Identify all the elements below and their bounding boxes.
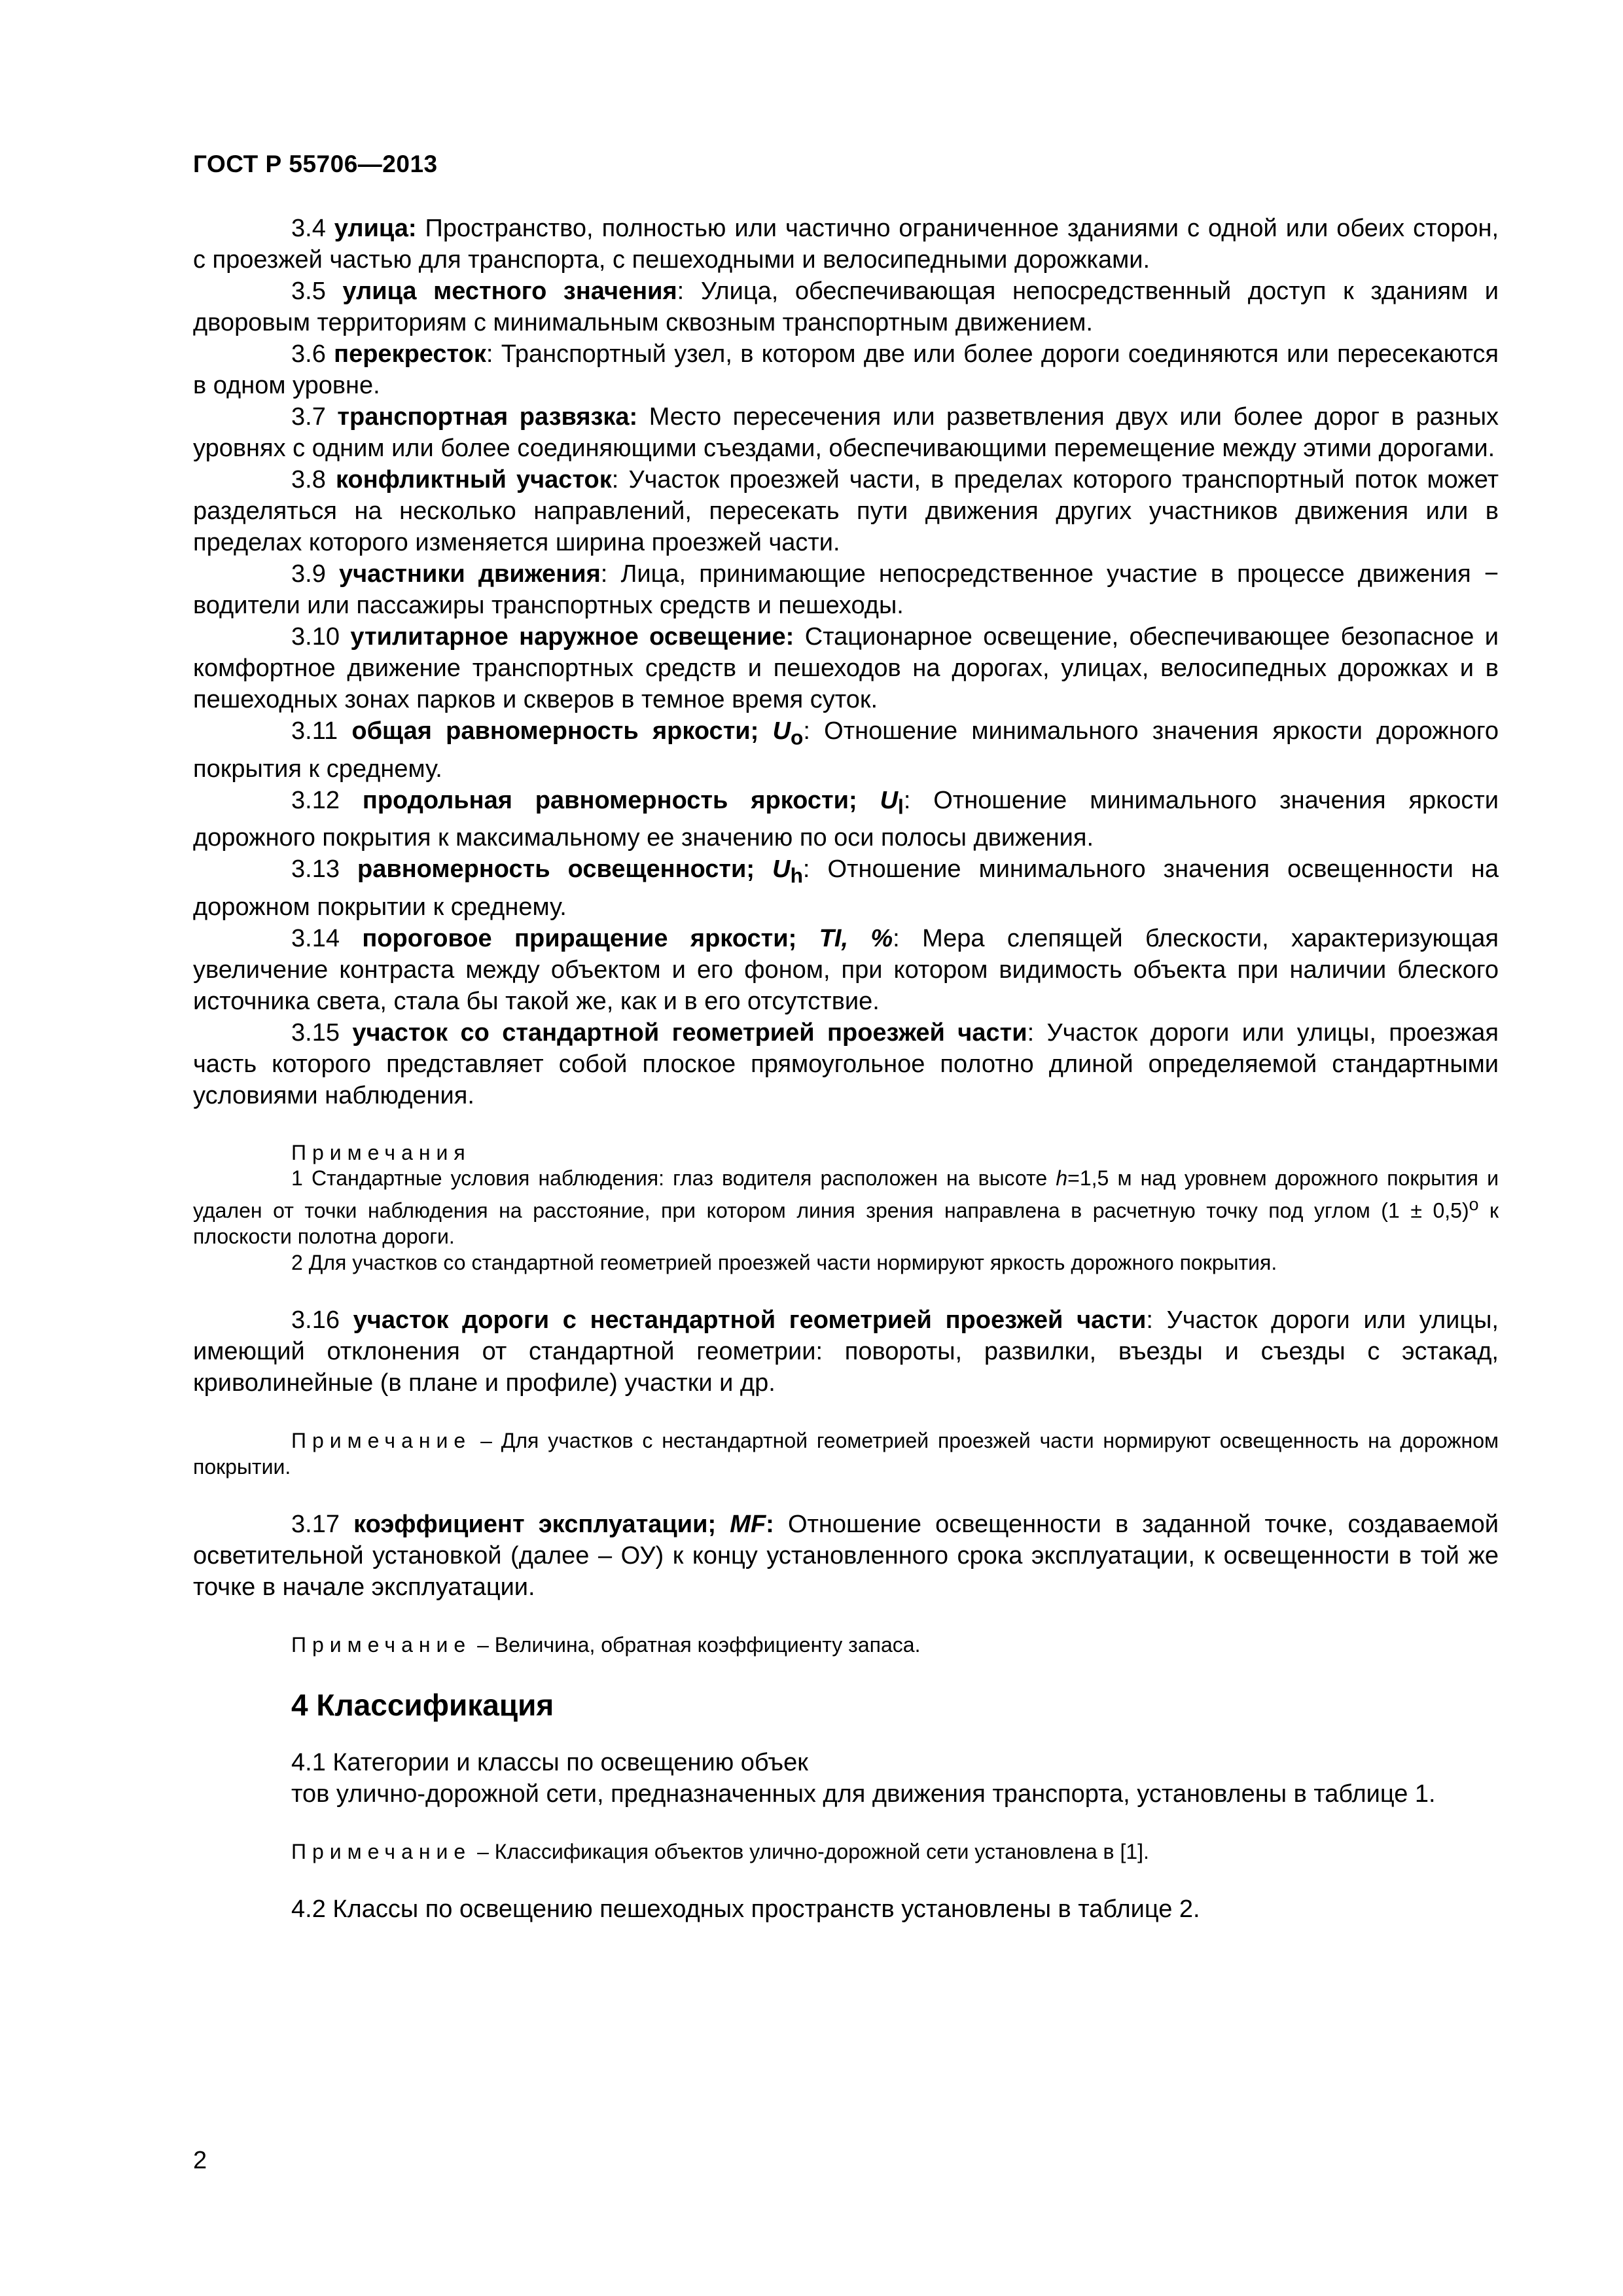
term-name: транспортная развязка: <box>337 403 638 431</box>
term-definition: : Улица, обеспечивающая непосредственный доступ к зданиям и дворовым территориям с минимальным сквозным транспортным движением. <box>193 278 1499 336</box>
term-3-7 <box>193 401 1499 464</box>
section-heading: 4 Классификация <box>291 1688 554 1723</box>
note-label: Примечание <box>291 1633 472 1657</box>
term-symbol-subscript: h <box>790 863 803 888</box>
term-symbol: MF <box>730 1511 766 1539</box>
term-name: продольная равномерность яркости; <box>362 786 857 814</box>
term-3-9 <box>193 558 1499 621</box>
term-symbol-subscript: o <box>791 725 804 749</box>
term-number: 3.4 <box>291 215 326 242</box>
note-text: к плоскости полотна дороги. <box>193 1198 1499 1249</box>
term-number: 3.15 <box>291 1018 340 1047</box>
term-name: участники движения <box>338 560 601 588</box>
note-text: – Классификация объектов улично-дорожной сети установлена в [1]. <box>471 1840 1149 1864</box>
term-name: общая равномерность яркости; <box>351 717 759 745</box>
term-name: улица: <box>334 215 417 242</box>
term-name: улица местного значения <box>342 278 677 305</box>
notes-block-3 <box>193 1632 1499 1658</box>
term-number: 3.17 <box>291 1511 340 1539</box>
paragraph-4-1-a: 4.1 Категории и классы по освещению объек <box>291 1749 808 1777</box>
term-symbol-subscript: l <box>898 795 904 819</box>
notes-block-1 <box>193 1140 1499 1276</box>
document-body <box>193 213 1499 1925</box>
note-1 <box>193 1165 1499 1250</box>
term-definition: : Транспортный узел, в котором две или более дороги соединяются или пересекаются в одном уровне. <box>193 340 1499 399</box>
term-definition: : Участок проезжей части, в пределах которого транспортный поток может разделяться на несколько направлений, пересекать пути движения других участников движения или в пределах которого изменяется ширина проезжей части. <box>193 466 1499 556</box>
term-number: 3.10 <box>291 623 340 651</box>
term-definition: : Отношение минимального значения освещенности на дорожном покрытии к среднему. <box>193 855 1499 921</box>
term-symbol: U <box>880 786 899 814</box>
term-3-16 <box>193 1304 1499 1399</box>
note-single <box>193 1427 1499 1480</box>
term-3-13 <box>193 853 1499 923</box>
term-number: 3.6 <box>291 340 326 368</box>
term-definition: Отношение освещенности в заданной точке, создаваемой осветительной установкой (далее – ОУ) к концу установленного срока эксплуатации, к освещенности в той же точке в начале эксплуатации. <box>193 1511 1499 1602</box>
term-3-17: 3.17 коэффициент эксплуатации; MF: Отношение освещенности в заданной точке, создаваемой осветительной установкой (далее – ОУ) к концу установленного срока эксплуатации, к освещенности в той же точке в начале эксплуатации. <box>193 1511 1499 1602</box>
note-symbol: h <box>1056 1166 1068 1190</box>
term-symbol: U <box>772 717 791 745</box>
term-3-11 <box>193 715 1499 785</box>
paragraph-4-2: 4.2 Классы по освещению пешеходных пространств установлены в таблице 2. <box>291 1895 1200 1924</box>
note-single <box>193 1839 1499 1865</box>
term-definition: Стационарное освещение, обеспечивающее безопасное и комфортное движение транспортных средств и пешеходов на дорогах, улицах, велосипедных дорожках и в пешеходных зонах парков и скверов в темное время суток. <box>193 623 1499 713</box>
term-number: 3.9 <box>291 560 326 588</box>
term-3-6 <box>193 338 1499 401</box>
term-name: конфликтный участок <box>335 466 612 493</box>
term-3-5 <box>193 276 1499 338</box>
term-definition: : Лица, принимающие непосредственное участие в процессе движения − водители или пассажиры транспортных средств и пешеходы. <box>193 560 1499 619</box>
page-number: 2 <box>193 2147 207 2174</box>
note-text: =1,5 м над уровнем дорожного покрытия и удален от точки наблюдения на расстояние, при котором линия зрения направлена в расчетную точку под углом (1 ± 0,5) <box>193 1166 1499 1223</box>
term-name: участок со стандартной геометрией проезжей части <box>352 1018 1027 1047</box>
term-symbol: U <box>772 855 791 884</box>
note-text: – Величина, обратная коэффициенту запаса. <box>471 1633 921 1657</box>
term-3-4 <box>193 213 1499 276</box>
degree-sign: о <box>1469 1194 1479 1214</box>
note-label: Примечание <box>291 1429 472 1453</box>
term-number: 3.7 <box>291 403 326 431</box>
note-2: 2 Для участков со стандартной геометрией проезжей части нормируют яркость дорожного покрытия. <box>291 1251 1277 1275</box>
notes-block-4 <box>193 1839 1499 1865</box>
term-number: 3.5 <box>291 278 326 305</box>
document-header: ГОСТ Р 55706—2013 <box>193 151 438 177</box>
note-single <box>193 1632 1499 1658</box>
term-number: 3.14 <box>291 924 340 952</box>
term-definition: : Отношение минимального значения яркости дорожного покрытия к максимальному ее значению по оси полосы движения. <box>193 786 1499 852</box>
term-3-15 <box>193 1017 1499 1111</box>
term-name: равномерность освещенности; <box>357 855 755 884</box>
paragraph-4-1-b: тов улично-дорожной сети, предназначенных для движения транспорта, установлены в таблице 1. <box>291 1780 1436 1808</box>
term-definition: Пространство, полностью или частично ограниченное зданиями с одной или обеих сторон, с проезжей частью для транспорта, с пешеходными и велосипедными дорожками. <box>193 215 1499 274</box>
term-definition: Место пересечения или разветвления двух или более дорог в разных уровнях с одним или более соединяющими съездами, обеспечивающими перемещение между этими дорогами. <box>193 403 1499 462</box>
term-definition: : Отношение минимального значения яркости дорожного покрытия к среднему. <box>193 717 1499 783</box>
term-number: 3.12 <box>291 786 340 814</box>
term-number: 3.16 <box>291 1306 340 1335</box>
note-label: Примечание <box>291 1840 472 1864</box>
term-name: участок дороги с нестандартной геометрией проезжей части <box>353 1306 1147 1335</box>
notes-title: Примечания <box>291 1140 471 1164</box>
term-name: утилитарное наружное освещение: <box>350 623 794 651</box>
term-number: 3.8 <box>291 466 326 493</box>
term-definition: : Участок дороги или улицы, проезжая часть которого представляет собой плоское прямоугольное полотно длиной определяемой стандартными условиями наблюдения. <box>193 1018 1499 1109</box>
notes-block-2 <box>193 1427 1499 1480</box>
term-name: коэффициент эксплуатации; <box>353 1511 717 1539</box>
term-name: пороговое приращение яркости; <box>362 924 797 952</box>
term-name: перекресток <box>334 340 486 368</box>
term-3-10 <box>193 621 1499 715</box>
term-definition: : Мера слепящей блескости, характеризующая увеличение контраста между объектом и его фоном, при котором видимость объекта при наличии блеского источника света, стала бы такой же, как и в его отсутствие. <box>193 924 1499 1015</box>
term-number: 3.13 <box>291 855 340 884</box>
term-3-12 <box>193 785 1499 854</box>
note-text: 1 Стандартные условия наблюдения: глаз водителя расположен на высоте <box>291 1166 1056 1190</box>
term-3-14 <box>193 923 1499 1017</box>
term-symbol: TI, % <box>819 924 893 952</box>
term-3-8 <box>193 464 1499 558</box>
term-number: 3.11 <box>291 717 338 745</box>
note-text: – Для участков с нестандартной геометрией проезжей части нормируют освещенность на дорожном покрытии. <box>193 1429 1499 1479</box>
term-definition: : Участок дороги или улицы, имеющий отклонения от стандартной геометрии: повороты, развилки, въезды и съезды с эстакад, криволинейные (в плане и профиле) участки и др. <box>193 1306 1499 1397</box>
